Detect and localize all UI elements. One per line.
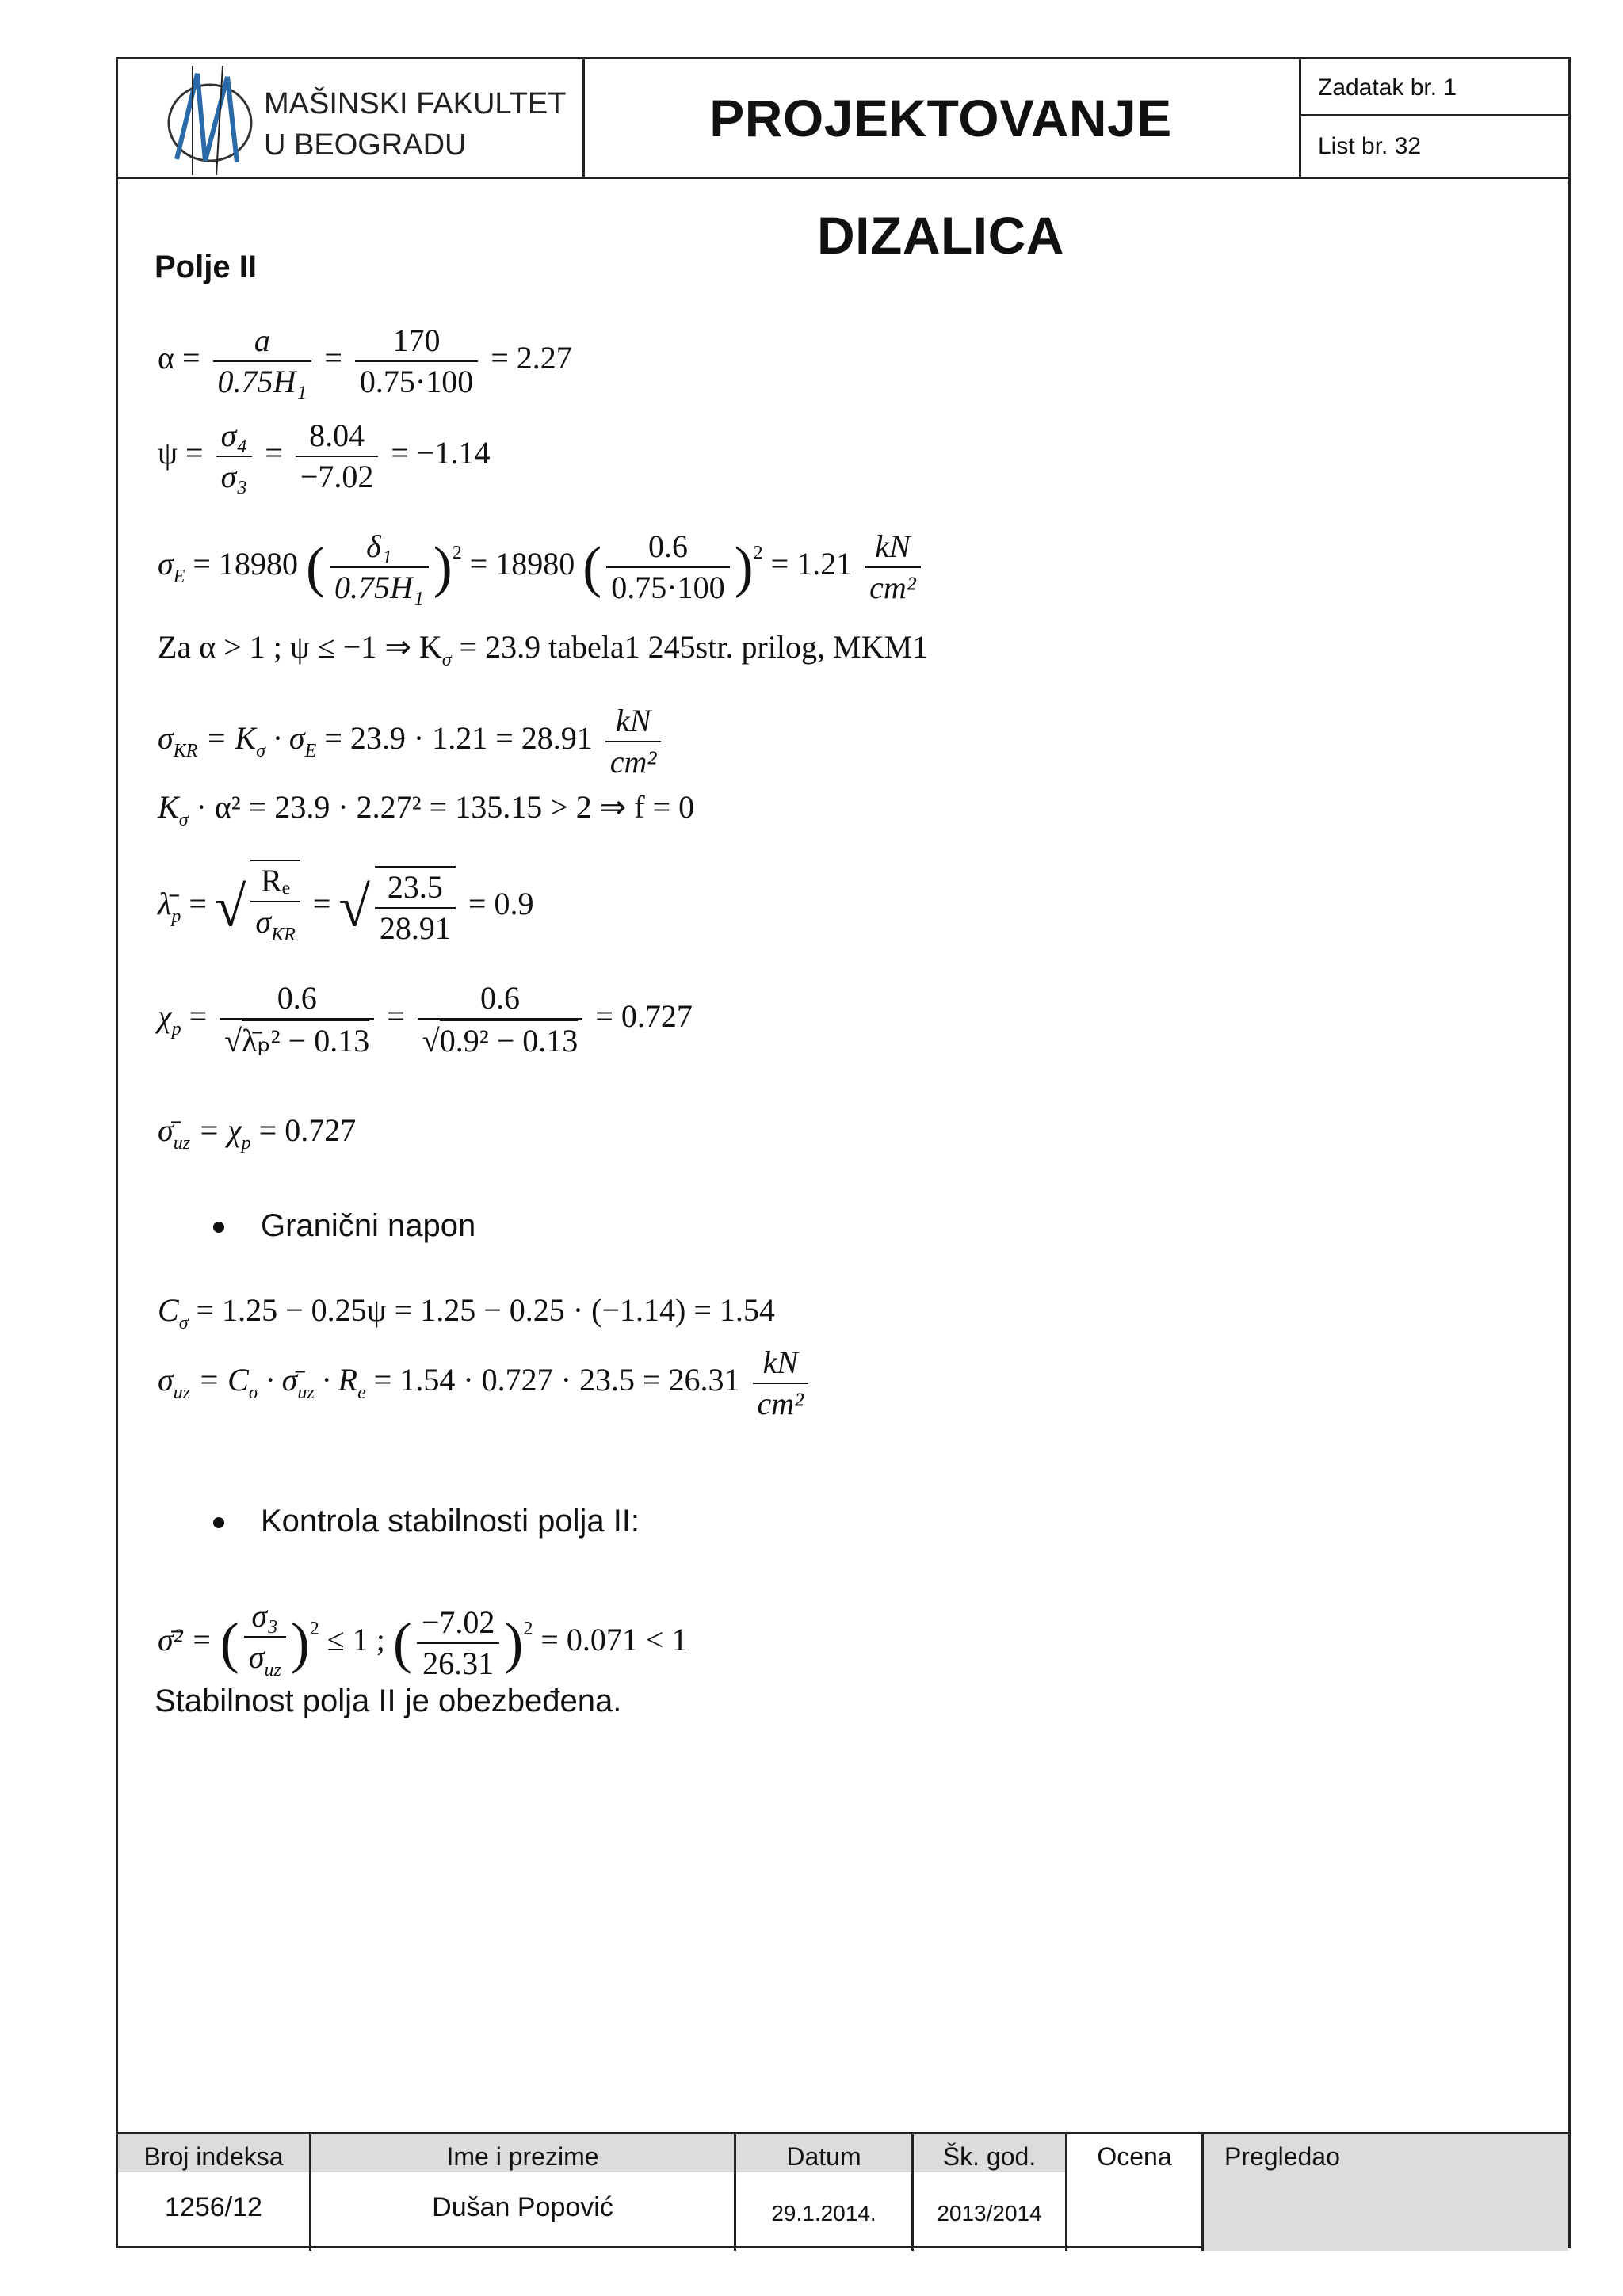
subscript: σ <box>178 1313 189 1333</box>
eq-lhs: σ̄ <box>158 1112 174 1148</box>
page-frame <box>116 57 1571 2248</box>
unit-fraction <box>753 1343 809 1424</box>
result: = −1.14 <box>391 435 491 471</box>
footer-label: Datum <box>736 2134 911 2172</box>
inequality: ≤ 1 ; <box>327 1622 385 1658</box>
bullet-icon <box>213 1222 224 1233</box>
institution-line2: U BEOGRADU <box>264 128 467 162</box>
result: = 1.25 − 0.25ψ = 1.25 − 0.25 · (−1.14) = 1.54 <box>196 1292 775 1328</box>
equals: = <box>265 435 283 471</box>
fraction <box>375 866 456 948</box>
unit-fraction <box>605 701 662 782</box>
bullet-text: Kontrola stabilnosti polja II: <box>261 1504 640 1539</box>
paren-close: ) <box>433 535 453 599</box>
fraction <box>213 321 312 402</box>
eq-lhs: σ̄² = <box>158 1622 212 1658</box>
subscript: e <box>357 1383 366 1404</box>
denominator: σ₃ <box>220 459 248 494</box>
numerator: σ₄ <box>216 416 253 457</box>
paren-open: ( <box>220 1611 239 1675</box>
equation-k-alpha <box>158 788 694 831</box>
eq-lhs: ψ = <box>158 435 204 471</box>
footer-table <box>118 2132 1568 2251</box>
footer-label: Ime i prezime <box>311 2134 734 2172</box>
equals: = <box>324 340 342 376</box>
result: = 23.9 · 1.21 = 28.91 <box>324 720 593 757</box>
eq-lhs: χ <box>158 998 172 1035</box>
exponent: 2 <box>753 543 763 564</box>
eq-lhs: α = <box>158 340 200 376</box>
eq-lhs: σ <box>158 546 174 582</box>
task-number: Zadatak br. 1 <box>1299 59 1568 116</box>
equation-psi <box>158 416 491 497</box>
numerator: 8.04 <box>296 416 379 457</box>
fraction <box>216 416 253 497</box>
term: = C <box>198 1362 249 1398</box>
denominator: 0.75H₁ <box>334 570 424 605</box>
sqrt-sign: √ <box>214 875 246 939</box>
subscript: σ <box>441 650 452 670</box>
result: = 0.727 <box>595 998 693 1035</box>
footer-value: 29.1.2014. <box>771 2201 876 2225</box>
numerator: δ₁ <box>330 527 429 568</box>
equals: = <box>189 998 208 1035</box>
numerator: σ₃ <box>244 1596 286 1638</box>
equation-sigma-uz <box>158 1343 813 1424</box>
term: · R <box>322 1362 358 1398</box>
unit-fraction <box>865 527 921 608</box>
denominator: √λ̄ₚ² − 0.13 <box>220 1020 374 1061</box>
footer-value: 1256/12 <box>165 2192 262 2222</box>
sheet-number: List br. 32 <box>1318 133 1422 159</box>
unit-numerator: kN <box>605 701 662 742</box>
denominator-symbol: σ <box>255 904 272 940</box>
institution-name <box>264 83 566 166</box>
bullet-limit-stress <box>213 1208 475 1244</box>
result: · α² = 23.9 · 2.27² = 135.15 > 2 ⇒ f = 0 <box>196 789 695 825</box>
denominator <box>244 1638 286 1690</box>
institution-line1: MAŠINSKI FAKULTET <box>264 87 567 120</box>
denominator-symbol: σ <box>248 1639 265 1675</box>
subscript: E <box>173 566 185 588</box>
result: = 1.54 · 0.727 · 23.5 = 26.31 <box>373 1362 740 1398</box>
exponent: 2 <box>452 543 462 564</box>
condition-reference: = 23.9 tabela1 245str. prilog, MKM1 <box>459 629 929 665</box>
fraction <box>417 1603 500 1684</box>
subscript: uz <box>297 1383 315 1404</box>
fraction <box>250 860 300 955</box>
term: = K <box>205 720 257 757</box>
result: = 1.21 <box>770 546 853 582</box>
subscript: p <box>171 1019 181 1040</box>
paren-close: ) <box>290 1611 310 1675</box>
paren-open: ( <box>392 1611 412 1675</box>
numerator: −7.02 <box>417 1603 500 1644</box>
result: = 0.9 <box>468 886 534 922</box>
subscript: uz <box>264 1660 281 1680</box>
numerator: 0.6 <box>220 978 374 1020</box>
condition-text: Za α > 1 ; ψ ≤ −1 ⇒ K <box>158 629 442 665</box>
equation-stability <box>158 1596 688 1690</box>
bullet-stability-check <box>213 1504 640 1539</box>
equation-sigma-e <box>158 527 926 608</box>
footer-col-school-year <box>914 2134 1067 2251</box>
subscript: uz <box>173 1383 191 1404</box>
coefficient: = 18980 <box>469 546 575 582</box>
denominator: 0.75·100 <box>611 570 725 605</box>
eq-lhs: C <box>158 1292 179 1328</box>
equation-sigma-kr <box>158 701 666 782</box>
subscript: uz <box>173 1133 191 1154</box>
conclusion-text: Stabilnost polja II je obezbeđena. <box>155 1684 622 1718</box>
paren-open: ( <box>305 535 325 599</box>
footer-value: Dušan Popović <box>432 2192 613 2222</box>
denominator: 0.75·100 <box>359 364 474 399</box>
fraction <box>330 527 429 608</box>
footer-col-reviewer <box>1204 2134 1568 2251</box>
exponent: 2 <box>523 1619 533 1640</box>
bullet-icon <box>213 1517 224 1528</box>
condition-line <box>158 628 928 671</box>
footer-label: Pregledao <box>1204 2134 1568 2172</box>
paren-close: ) <box>734 535 754 599</box>
document-title: PROJEKTOVANJE DIZALICA <box>582 59 1301 177</box>
header <box>118 59 1568 265</box>
equation-c-sigma <box>158 1291 775 1334</box>
denominator: 0.75H₁ <box>217 364 307 399</box>
fraction <box>606 527 729 608</box>
eq-lhs: σ <box>158 1362 174 1398</box>
subscript: p <box>241 1133 251 1154</box>
unit-denominator: cm² <box>869 570 916 605</box>
footer-label: Ocena <box>1067 2134 1201 2172</box>
result: = 2.27 <box>491 340 572 376</box>
faculty-logo-icon <box>161 66 264 177</box>
numerator: 170 <box>355 321 478 362</box>
fraction <box>418 978 583 1061</box>
eq-lhs: λ̄ <box>158 886 172 922</box>
fraction <box>220 978 374 1061</box>
bullet-text: Granični napon <box>261 1208 476 1243</box>
paren-open: ( <box>582 535 602 599</box>
fraction <box>296 416 379 497</box>
numerator: 0.6 <box>418 978 583 1020</box>
subscript: KR <box>173 741 198 762</box>
denominator: √0.9² − 0.13 <box>418 1020 583 1061</box>
numerator: 0.6 <box>606 527 729 568</box>
section-title: Polje II <box>155 250 257 284</box>
result: = 0.071 < 1 <box>540 1622 688 1658</box>
equation-lambda <box>158 860 533 955</box>
numerator: Rₑ <box>250 861 300 902</box>
exponent: 2 <box>309 1619 319 1640</box>
numerator: a <box>213 321 312 362</box>
subscript: KR <box>271 925 296 945</box>
footer-label: Broj indeksa <box>118 2134 309 2172</box>
result: = 0.727 <box>258 1112 357 1148</box>
footer-col-name <box>311 2134 736 2251</box>
subscript: p <box>171 906 181 928</box>
eq-lhs: σ <box>158 720 174 757</box>
fraction <box>244 1596 286 1690</box>
term: = χ <box>198 1112 242 1148</box>
footer-col-grade <box>1067 2134 1204 2251</box>
equation-sigma-uz-bar <box>158 1112 356 1154</box>
logo-cell <box>118 59 585 177</box>
term: · σ̄ <box>265 1362 298 1398</box>
equation-alpha <box>158 321 572 402</box>
unit-denominator: cm² <box>609 744 657 780</box>
radicand: 0.9² − 0.13 <box>440 1020 579 1061</box>
sqrt-sign: √ <box>338 875 370 939</box>
equals: = <box>189 886 207 922</box>
equation-chi <box>158 978 693 1061</box>
eq-lhs: K <box>158 789 179 825</box>
denominator: 26.31 <box>422 1646 495 1681</box>
denominator: 28.91 <box>379 910 451 946</box>
fraction <box>355 321 478 402</box>
unit-denominator: cm² <box>757 1386 804 1421</box>
denominator: −7.02 <box>300 459 374 494</box>
radicand: λ̄ₚ² − 0.13 <box>242 1020 369 1061</box>
subscript: σ <box>248 1383 258 1404</box>
footer-value: 2013/2014 <box>937 2201 1042 2225</box>
unit-numerator: kN <box>865 527 921 568</box>
footer-label: Šk. god. <box>914 2134 1065 2172</box>
equals: = <box>387 998 405 1035</box>
subscript: σ <box>256 741 265 762</box>
unit-numerator: kN <box>753 1343 809 1384</box>
subscript: σ <box>178 810 189 830</box>
numerator: 23.5 <box>375 868 456 909</box>
paren-close: ) <box>504 1611 524 1675</box>
equals: = <box>312 886 331 922</box>
footer-col-date <box>736 2134 914 2251</box>
footer-col-index <box>118 2134 311 2251</box>
coefficient: = 18980 <box>193 546 298 582</box>
denominator <box>250 902 300 955</box>
subscript: E <box>304 741 317 762</box>
term: · σ <box>273 720 305 757</box>
